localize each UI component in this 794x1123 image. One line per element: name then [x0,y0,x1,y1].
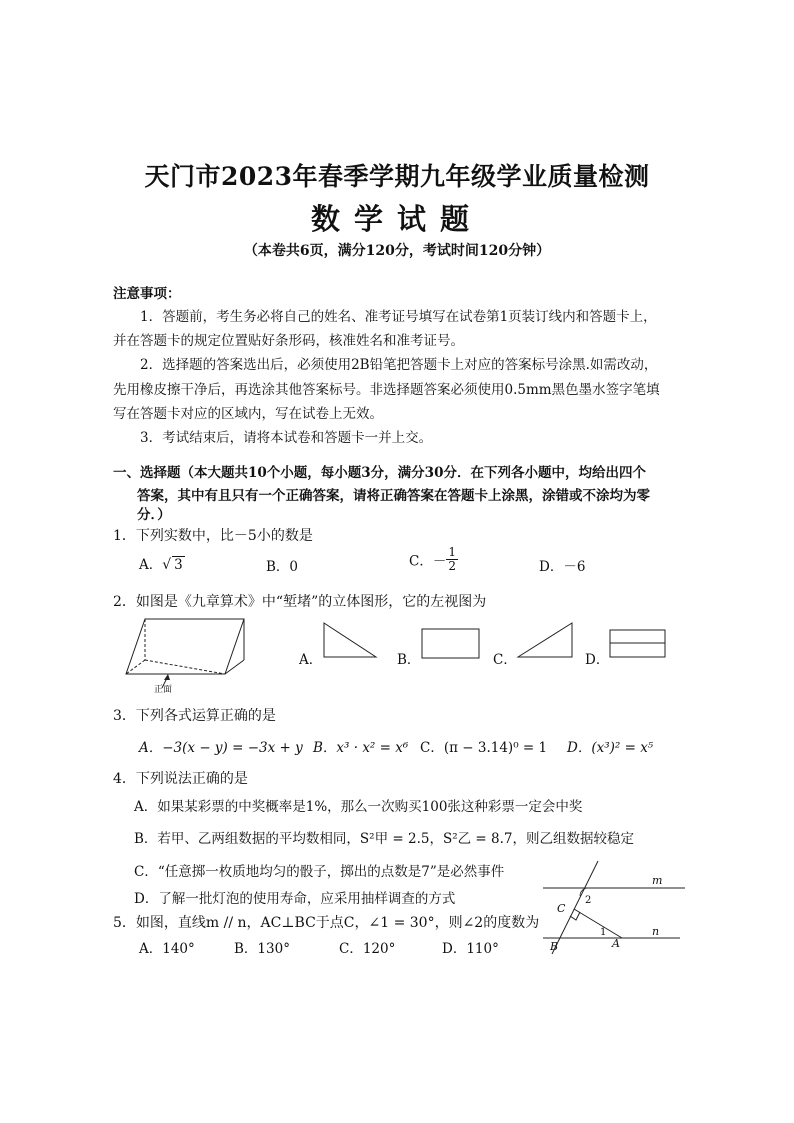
label-m: m [652,874,663,887]
question-3-stem: 3．下列各式运算正确的是 [113,708,276,724]
label-angle-1: 1 [600,927,607,938]
label-b: B [550,940,559,953]
note-3: 3．考试结束后，请将本试卷和答题卡一并上交。 [140,430,433,446]
option-c-triangle [516,621,574,659]
question-2-stem: 2．如图是《九章算术》中“堑堵”的立体图形，它的左视图为 [113,594,487,610]
option-a-label: A． [139,557,163,573]
question-5-option-c: C．120° [339,941,396,957]
question-1-option-d: D．－6 [539,559,586,575]
question-5-stem: 5．如图，直线m // n，AC⊥BC于点C，∠1 = 30°，则∠2的度数为 [113,915,540,931]
question-2-option-c: C． [493,652,517,668]
note-1-line-1: 1．答题前，考生务必将自己的姓名、准考证号填写在试卷第1页装订线内和答题卡上， [140,309,657,325]
question-1-option-b: B．0 [266,559,299,575]
question-4-option-d: D．了解一批灯泡的使用寿命，应采用抽样调查的方式 [134,891,456,907]
segment-ac [574,909,622,938]
question-2-option-b: B． [397,652,421,668]
question-5-option-b: B．130° [234,941,290,957]
label-angle-2: 2 [585,895,592,906]
label-c: C [557,902,566,915]
question-5-option-d: D．110° [442,941,499,957]
section-1-line-1: 一、选择题（本大题共10个小题，每小题3分，满分30分．在下列各小题中，均给出四个 [113,465,646,481]
question-4-option-c: C．“任意掷一枚质地均匀的骰子，掷出的点数是7”是必然事件 [134,864,505,880]
question-3-option-b: B．x³ · x² = x⁶ [313,740,409,756]
notes-heading: 注意事项： [113,286,181,302]
right-angle-mark [570,912,580,920]
section-1-line-2: 答案，其中有且只有一个正确答案，请将正确答案在答题卡上涂黑，涂错或不涂均为零 [137,488,650,504]
fraction-numerator: 1 [448,545,456,559]
option-c-label: C．－ [409,553,447,570]
question-1-option-c [409,546,458,573]
question-3-option-a: A．−3(x − y) = −3x + y [139,740,303,756]
question-1-stem: 1．下列实数中，比－5小的数是 [113,528,313,544]
question-4-option-b: B．若甲、乙两组数据的平均数相同，S²甲 = 2.5，S²乙 = 8.7，则乙组数据较稳定 [134,831,634,847]
front-label: 正面 [154,685,173,695]
question-3-option-c: C．(π − 3.14)⁰ = 1 [420,740,548,756]
question-2-option-d: D． [585,652,610,668]
note-1-line-2: 并在答题卡的规定位置贴好条形码，核准姓名和准考证号。 [113,333,464,349]
note-2-line-1: 2．选择题的答案选出后，必须使用2B铅笔把答题卡上对应的答案标号涂黑.如需改动， [140,357,658,373]
note-2-line-2: 先用橡皮擦干净后，再选涂其他答案标号。非选择题答案必须使用0.5mm黑色墨水签字笔填 [113,382,660,398]
question-2-option-a: A． [299,652,323,668]
question-1-option-a: A．√ 3 [139,557,183,573]
sqrt-radicand: 3 [174,557,183,573]
fraction-denominator: 2 [448,559,456,573]
question-4-option-a: A．如果某彩票的中奖概率是1%，那么一次购买100张这种彩票一定会中奖 [134,799,583,815]
note-2-line-3: 写在答题卡对应的区域内，写在试卷上无效。 [113,406,383,422]
exam-title: 天门市2023年春季学期九年级学业质量检测 [144,162,650,191]
fraction [446,546,458,573]
option-b-rectangle [421,628,481,660]
section-1-line-3: 分．） [137,507,171,523]
subject-title: 数学试题 [310,202,483,236]
option-a-triangle [322,621,378,659]
option-d-rectangle-divided [609,629,667,659]
question-3-option-d: D．(x³)² = x⁵ [567,740,654,756]
label-n: n [652,925,660,938]
prism-figure [120,612,250,694]
label-a: A [612,937,620,950]
exam-info-note: （本卷共6页，满分120分，考试时间120分钟） [243,243,551,259]
question-5-option-a: A．140° [139,941,195,957]
question-4-stem: 4．下列说法正确的是 [113,771,248,787]
